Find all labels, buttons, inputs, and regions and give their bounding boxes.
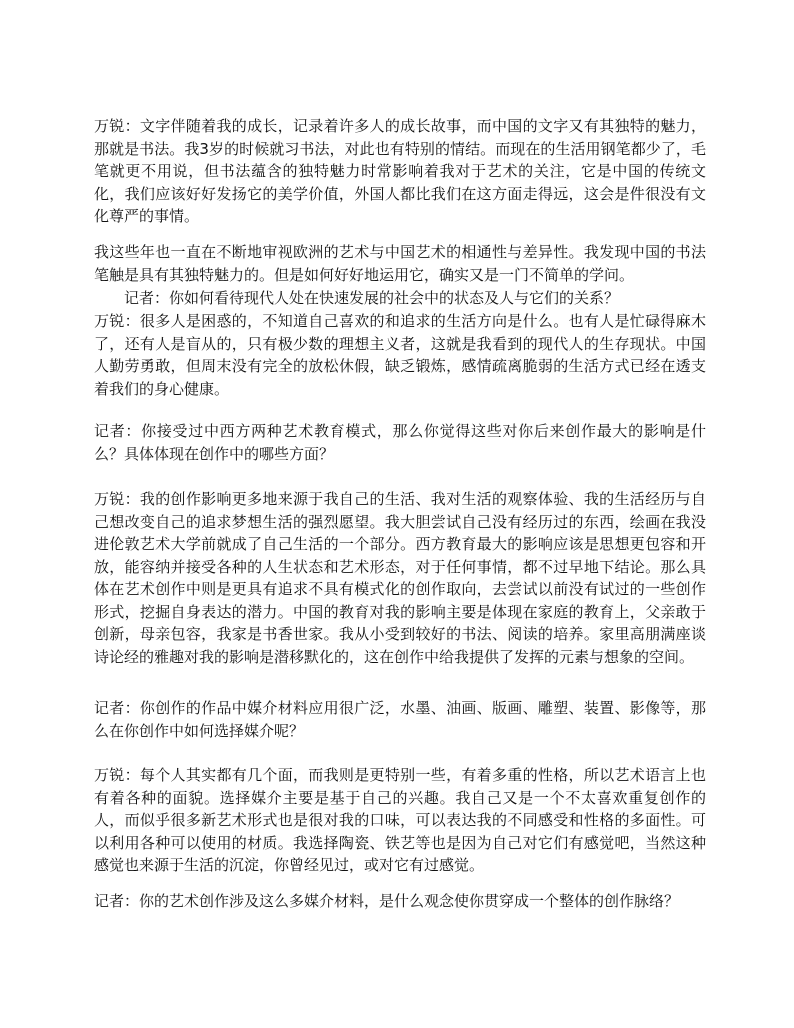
paragraph-6: 万锐：我的创作影响更多地来源于我自己的生活、我对生活的观察体验、我的生活经历与自己想改变自己的追求梦想生活的强烈愿望。我大胆尝试自己没有经历过的东西，绘画在我没进伦敦艺术大学前就成了自己生活的一个部分。西方教育最大的影响应该是思想更包容和开放，能容纳并接受各种的人生状态和艺术形态，对于任何事情，都不过早地下结论。那么具体在艺术创作中则是更具有追求不具有模式化的创作取向，去尝试以前没有试过的一些创作形式，挖掘自身表达的潜力。中国的教育对我的影响主要是体现在家庭的教育上，父亲敢于创新，母亲包容，我家是书香世家。我从小受到较好的书法、阅读的培养。家里高朋满座谈诗论经的雅趣对我的影响是潜移默化的，这在创作中给我提供了发挥的元素与想象的空间。	[94, 490, 706, 666]
paragraph-8: 万锐：每个人其实都有几个面，而我则是更特别一些，有着多重的性格，所以艺术语言上也有着各种的面貌。选择媒介主要是基于自己的兴趣。我自己又是一个不太喜欢重复创作的人，而似乎很多新艺术形式也是很对我的口味，可以表达我的不同感受和性格的多面性。可以利用各种可以使用的材质。我选择陶瓷、铁艺等也是因为自己对它们有感觉吧，当然这种感觉也来源于生活的沉淀，你曾经见过，或对它有过感觉。	[94, 766, 706, 874]
paragraph-5: 记者：你接受过中西方两种艺术教育模式，那么你觉得这些对你后来创作最大的影响是什么？具体体现在创作中的哪些方面？	[94, 422, 706, 463]
paragraph-7: 记者：你创作的作品中媒介材料应用很广泛，水墨、油画、版画、雕塑、装置、影像等，那么在你创作中如何选择媒介呢？	[94, 699, 706, 740]
paragraph-4: 万锐：很多人是困惑的，不知道自己喜欢的和追求的生活方向是什么。也有人是忙碌得麻木了，还有人是盲从的，只有极少数的理想主义者，这就是我看到的现代人的生存现状。中国人勤劳勇敢，但周末没有完全的放松休假，缺乏锻炼，感情疏离脆弱的生活方式已经在透支着我们的身心健康。	[94, 312, 706, 398]
paragraph-1: 万锐：文字伴随着我的成长，记录着许多人的成长故事，而中国的文字又有其独特的魅力，那就是书法。我3岁的时候就习书法，对此也有特别的情结。而现在的生活用钢笔都少了，毛笔就更不用说，但书法蕴含的独特魅力时常影响着我对于艺术的关注，它是中国的传统文化，我们应该好好发扬它的美学价值，外国人都比我们在这方面走得远，这会是件很没有文化尊严的事情。	[94, 117, 706, 225]
paragraph-9: 记者：你的艺术创作涉及这么多媒介材料，是什么观念使你贯穿成一个整体的创作脉络？	[94, 892, 680, 910]
paragraph-3: 记者：你如何看待现代人处在快速发展的社会中的状态及人与它们的关系？	[124, 289, 620, 307]
paragraph-2: 我这些年也一直在不断地审视欧洲的艺术与中国艺术的相通性与差异性。我发现中国的书法笔触是具有其独特魅力的。但是如何好好地运用它，确实又是一门不简单的学问。	[94, 243, 706, 284]
